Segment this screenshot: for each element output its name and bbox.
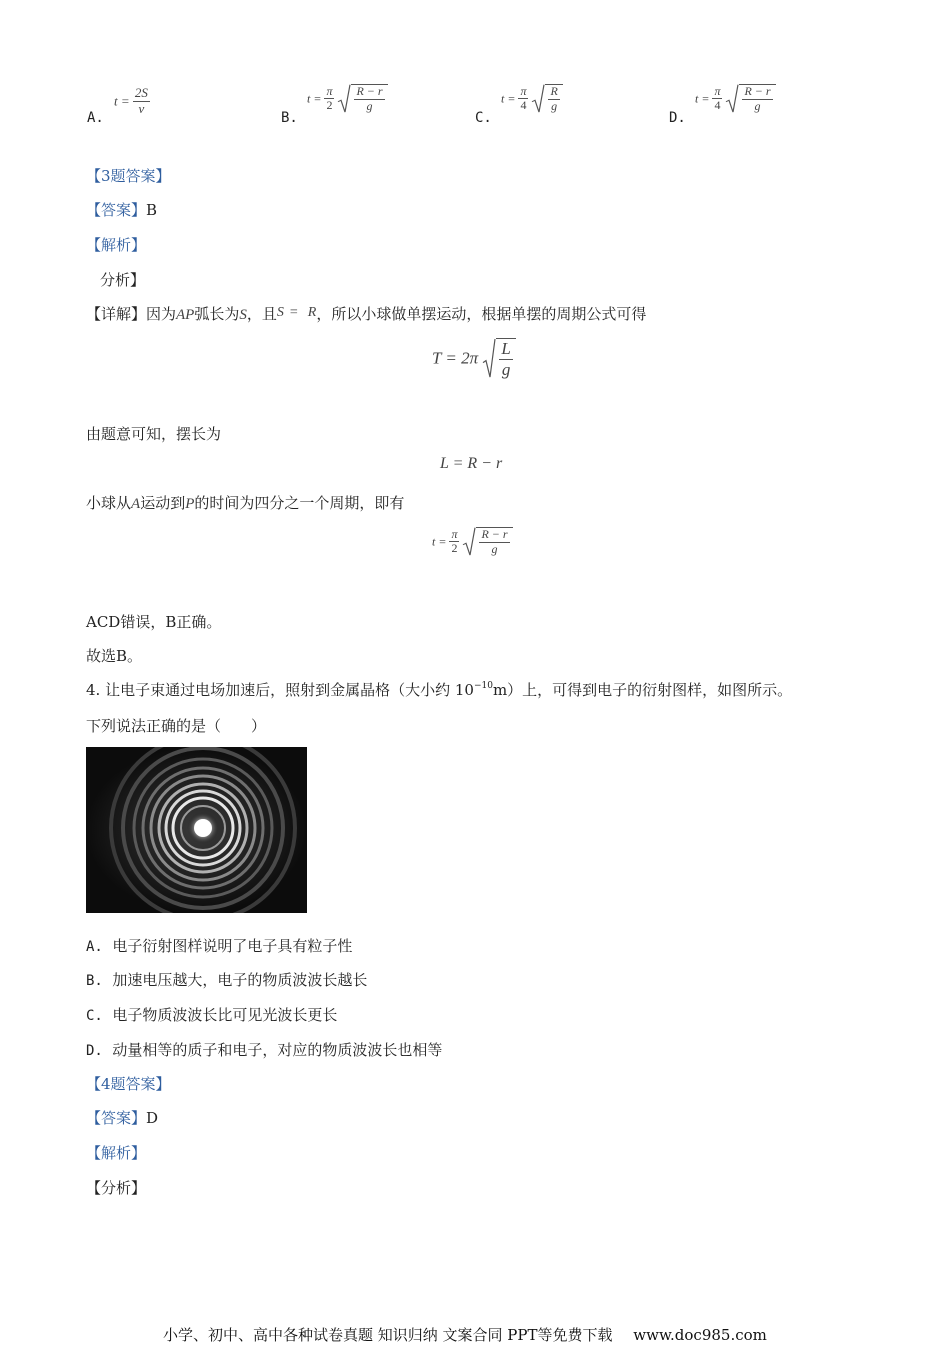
q4-stem: 4. 让电子束通过电场加速后，照射到金属晶格（大小约 $10^{-10}m$）上，可得到电子的衍射图样，如图所示。 xyxy=(86,681,793,699)
q4-stem-line2: 下列说法正确的是（ ） xyxy=(86,717,267,735)
q4-option-d: D. 动量相等的质子和电子，对应的物质波波长也相等 xyxy=(86,1041,443,1059)
footer xyxy=(163,1324,767,1345)
footer-text: 小学、初中、高中各种试卷真题 知识归纳 文案合同 PPT等免费下载 xyxy=(163,1326,613,1344)
q3-option-b-formula: t = $\frac{\pi}{2}$ $\frac{R - r}{g}$ xyxy=(307,84,388,114)
sqrt-icon: $\frac{R - r}{g}$ xyxy=(462,527,512,557)
sqrt-icon: $\frac{L}{g}$ xyxy=(482,338,515,379)
q4-answer-heading: 【4题答案】 xyxy=(86,1075,171,1093)
q3-answer-line: 【答案】B xyxy=(86,201,158,219)
q4-option-b: B. 加速电压越大，电子的物质波波长越长 xyxy=(86,971,368,989)
sqrt-icon: $\frac{R - r}{g}$ xyxy=(725,84,775,114)
q3-option-a-formula: t = $\frac{2S}{v}$ xyxy=(114,85,148,116)
q4-analysis-heading: 【解析】 xyxy=(86,1144,147,1162)
q3-fenxi: 分析】 xyxy=(100,271,146,289)
q3-time-line: 小球从A运动到P的时间为四分之一个周期，即有 xyxy=(86,494,405,512)
q3-detail-line: 【详解】因为AP弧长为S，且S = R，所以小球做单摆运动，根据单摆的周期公式可得 xyxy=(86,305,647,323)
electron-diffraction-image xyxy=(86,747,307,913)
q3-option-b-label: B. xyxy=(281,110,298,126)
diffraction-rings-icon xyxy=(86,747,307,913)
q3-length-line: 由题意可知，摆长为 xyxy=(86,425,222,443)
period-formula: T = 2π $\frac{L}{g}$ xyxy=(432,338,516,379)
q3-analysis-heading: 【解析】 xyxy=(86,236,147,254)
q3-choose: 故选B。 xyxy=(86,647,143,665)
q4-option-a: A. 电子衍射图样说明了电子具有粒子性 xyxy=(86,937,353,955)
q4-answer-line: 【答案】D xyxy=(86,1109,159,1127)
sqrt-icon: $\frac{R - r}{g}$ xyxy=(337,84,387,114)
time-formula: t = $\frac{\pi}{2}$ $\frac{R - r}{g}$ xyxy=(432,527,513,557)
q4-option-c: C. 电子物质波波长比可见光波长更长 xyxy=(86,1006,338,1024)
length-formula: L = R − r xyxy=(440,455,503,472)
footer-url[interactable]: www.doc985.com xyxy=(633,1326,767,1344)
q3-answer-heading: 【3题答案】 xyxy=(86,167,171,185)
condition-formula: S = R xyxy=(276,305,317,320)
q3-conclusion: ACD错误，B正确。 xyxy=(86,613,222,631)
q3-option-c-label: C. xyxy=(475,110,492,126)
q3-option-c-formula: t = $\frac{\pi}{4}$ $\frac{R}{g}$ xyxy=(501,84,563,114)
q3-option-d-label: D. xyxy=(669,110,686,126)
q4-fenxi: 【分析】 xyxy=(86,1179,147,1197)
q3-option-a-label: A. xyxy=(87,110,104,126)
sqrt-icon: $\frac{R}{g}$ xyxy=(531,84,562,114)
q3-option-d-formula: t = $\frac{\pi}{4}$ $\frac{R - r}{g}$ xyxy=(695,84,776,114)
